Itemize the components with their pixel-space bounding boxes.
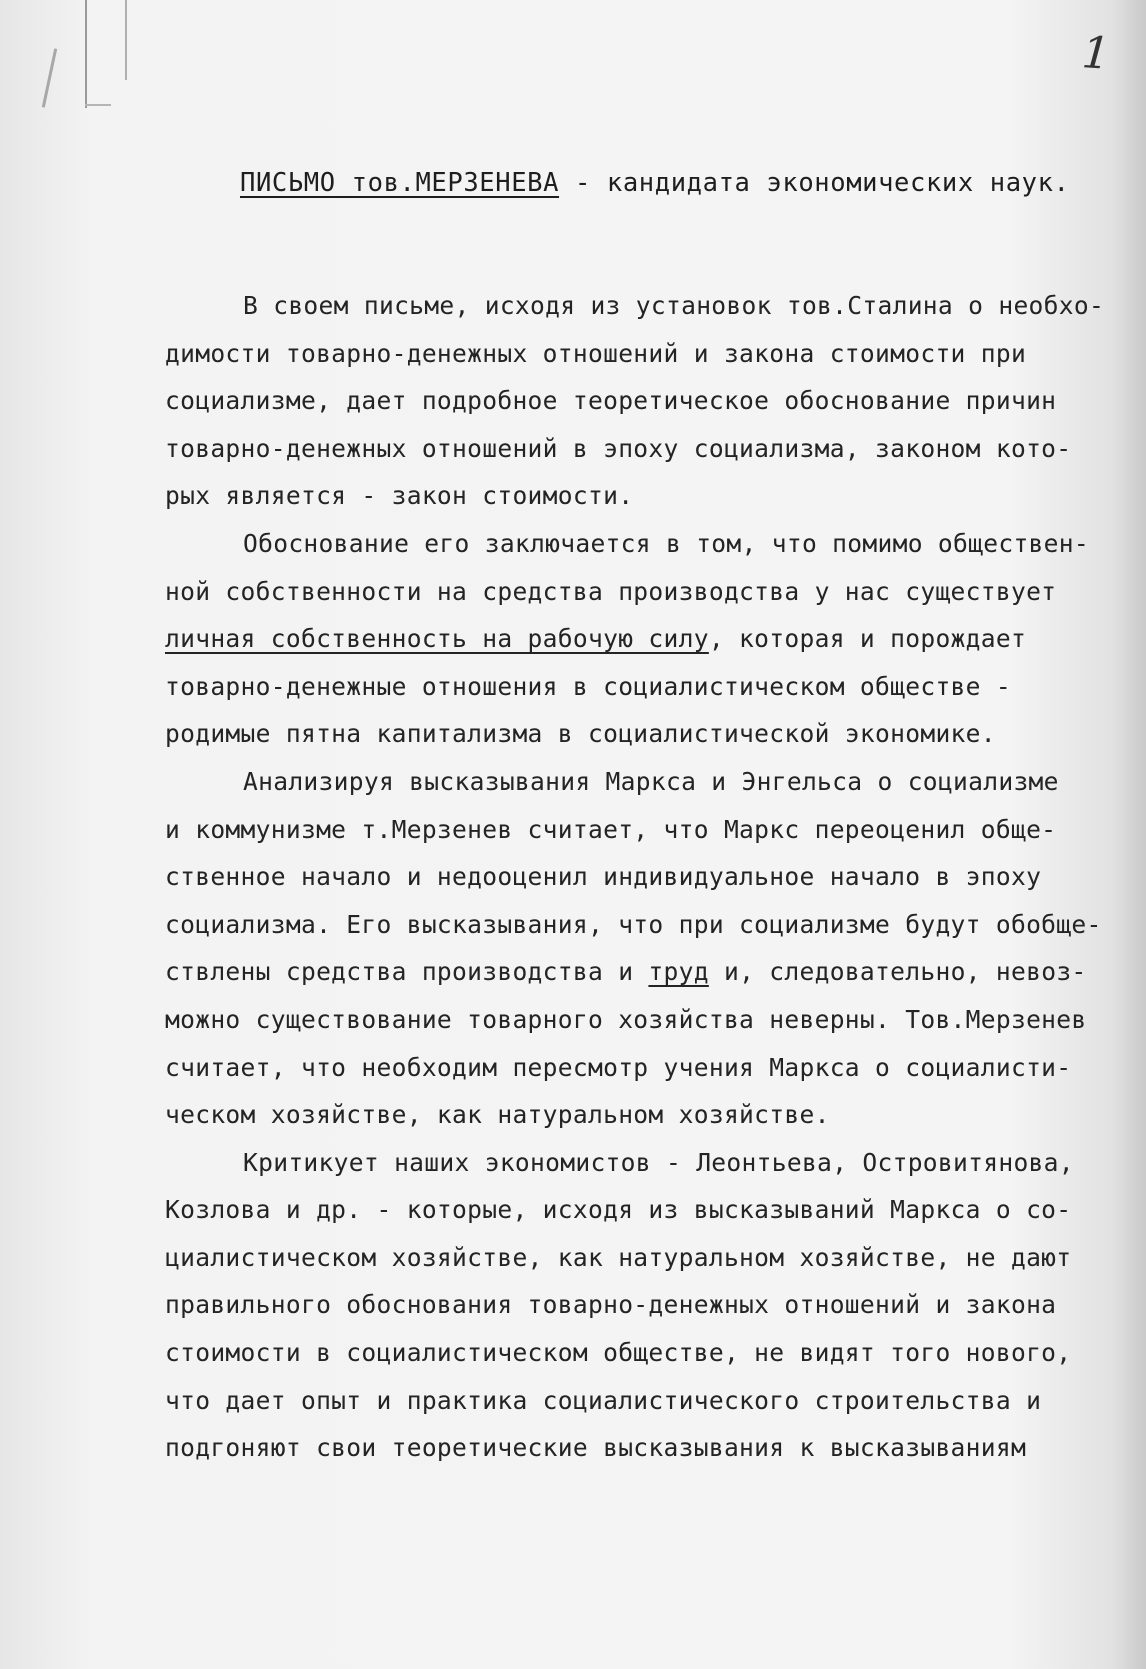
- text-line: рых является - закон стоимости.: [165, 481, 634, 511]
- stray-mark: [42, 48, 57, 107]
- text-line: ственное начало и недооценил индивидуальное начало в эпоху: [165, 862, 1042, 892]
- text-line: можно существование товарного хозяйства неверны. Тов.Мерзенев: [165, 1004, 1087, 1034]
- text-line: Анализируя высказывания Маркса и Энгельса о социализме: [243, 766, 1059, 796]
- text-line: ческом хозяйстве, как натуральном хозяйстве.: [165, 1100, 830, 1130]
- page-number: 1: [1080, 27, 1112, 80]
- text-line: товарно-денежных отношений в эпоху социализма, законом кото-: [165, 433, 1072, 463]
- line-part: и, следовательно, невоз-: [708, 957, 1087, 987]
- text-line: и коммунизме т.Мерзенев считает, что Маркс переоценил обще-: [165, 814, 1057, 844]
- text-line: подгоняют свои теоретические высказывания к высказываниям: [165, 1433, 1027, 1463]
- underlined-word: труд: [648, 957, 709, 987]
- text-line: социализме, дает подробное теоретическое обоснование причин: [165, 386, 1057, 416]
- text-line: родимые пятна капитализма в социалистической экономике.: [165, 719, 996, 749]
- underlined-phrase: личная собственность на рабочую силу: [165, 624, 709, 654]
- body-text: [165, 282, 1125, 1472]
- document-heading: [240, 168, 1070, 198]
- text-line: димости товарно-денежных отношений и закона стоимости при: [165, 338, 1027, 368]
- text-line: стоимости в социалистическом обществе, не видят того нового,: [165, 1338, 1072, 1368]
- text-line: [165, 615, 1125, 663]
- text-line: социализма. Его высказывания, что при социализме будут обобще-: [165, 909, 1102, 939]
- binding-marks: [85, 0, 137, 112]
- heading-rest: - кандидата экономических наук.: [559, 168, 1070, 198]
- text-line: правильного обоснования товарно-денежных отношений и закона: [165, 1290, 1057, 1320]
- text-line: товарно-денежные отношения в социалистическом обществе -: [165, 671, 1011, 701]
- text-line: Козлова и др. - которые, исходя из высказываний Маркса о со-: [165, 1195, 1072, 1225]
- text-line: ной собственности на средства производства у нас существует: [165, 576, 1057, 606]
- text-line: В своем письме, исходя из установок тов.Сталина о необхо-: [243, 291, 1105, 320]
- text-line: считает, что необходим пересмотр учения Маркса о социалисти-: [165, 1052, 1072, 1082]
- text-line: Критикует наших экономистов - Леонтьева, Островитянова,: [243, 1147, 1074, 1177]
- text-line: циалистическом хозяйстве, как натуральном хозяйстве, не дают: [165, 1242, 1072, 1272]
- heading-underlined: ПИСЬМО тов.МЕРЗЕНЕВА: [240, 168, 560, 198]
- text-line: Обоснование его заключается в том, что помимо обществен-: [243, 528, 1089, 558]
- text-line: [165, 948, 1125, 996]
- line-rest: , которая и порождает: [708, 624, 1027, 654]
- text-line: что дает опыт и практика социалистического строительства и: [165, 1385, 1042, 1415]
- line-part: ствлены средства производства и: [165, 957, 649, 987]
